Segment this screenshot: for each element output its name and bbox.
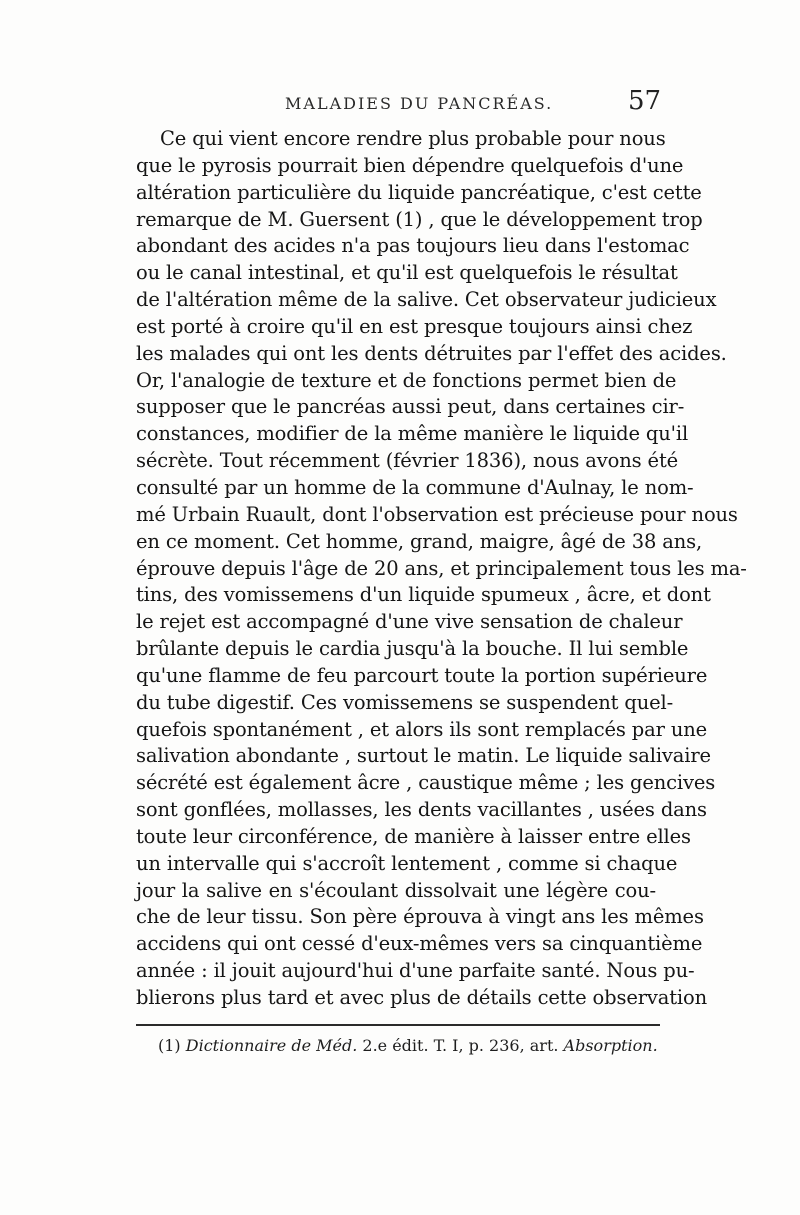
text-line: un intervalle qui s'accroît lentement , comme si chaque xyxy=(136,851,678,875)
footnote xyxy=(158,1036,658,1055)
text-line: est porté à croire qu'il en est presque toujours ainsi chez xyxy=(136,314,693,338)
text-line: sont gonflées, mollasses, les dents vacillantes , usées dans xyxy=(136,798,707,822)
text-line: supposer que le pancréas aussi peut, dans certaines cir- xyxy=(136,395,685,419)
text-line: Ce qui vient encore rendre plus probable pour nous xyxy=(160,127,666,150)
footnote-separator-rule xyxy=(136,1024,660,1026)
text-line: du tube digestif. Ces vomissemens se suspendent quel- xyxy=(136,690,674,714)
text-line: jour la salive en s'écoulant dissolvait une légère cou- xyxy=(136,878,656,902)
text-line: le rejet est accompagné d'une vive sensation de chaleur xyxy=(136,610,683,634)
text-line: année : il jouit aujourd'hui d'une parfaite santé. Nous pu- xyxy=(136,959,695,983)
footnote-marker: (1) xyxy=(158,1036,181,1055)
text-line: les malades qui ont les dents détruites par l'effet des acides. xyxy=(136,341,727,365)
text-line: éprouve depuis l'âge de 20 ans, et principalement tous les ma- xyxy=(136,556,747,580)
text-line: Or, l'analogie de texture et de fonctions permet bien de xyxy=(136,368,677,392)
text-line: de l'altération même de la salive. Cet observateur judicieux xyxy=(136,288,717,312)
text-line: accidens qui ont cessé d'eux-mêmes vers sa cinquantième xyxy=(136,932,703,956)
text-line: remarque de M. Guersent (1) , que le développement trop xyxy=(136,207,703,231)
footnote-article-title: Absorption. xyxy=(563,1036,658,1055)
text-line: abondant des acides n'a pas toujours lieu dans l'estomac xyxy=(136,234,690,258)
text-line: quefois spontanément , et alors ils sont remplacés par une xyxy=(136,717,708,741)
text-line: brûlante depuis le cardia jusqu'à la bouche. Il lui semble xyxy=(136,637,689,661)
body-text xyxy=(136,126,747,1012)
text-line: toute leur circonférence, de manière à laisser entre elles xyxy=(136,824,691,848)
text-line: tins, des vomissemens d'un liquide spumeux , âcre, et dont xyxy=(136,583,711,607)
text-line: mé Urbain Ruault, dont l'observation est précieuse pour nous xyxy=(136,502,738,526)
text-line: sécrète. Tout récemment (février 1836), nous avons été xyxy=(136,449,679,473)
text-line: constances, modifier de la même manière le liquide qu'il xyxy=(136,422,689,446)
text-line: sécrété est également âcre , caustique même ; les gencives xyxy=(136,771,716,795)
footnote-source-title: Dictionnaire de Méd. xyxy=(185,1036,358,1055)
text-line: qu'une flamme de feu parcourt toute la portion supérieure xyxy=(136,663,708,687)
text-line: ou le canal intestinal, et qu'il est quelquefois le résultat xyxy=(136,261,678,285)
text-line: salivation abondante , surtout le matin. Le liquide salivaire xyxy=(136,744,711,768)
text-line: consulté par un homme de la commune d'Aulnay, le nom- xyxy=(136,475,694,499)
text-line: che de leur tissu. Son père éprouva à vingt ans les mêmes xyxy=(136,905,704,929)
text-line: altération particulière du liquide pancréatique, c'est cette xyxy=(136,180,702,204)
footnote-edition: 2.e édit. T. I, p. 236, art. xyxy=(362,1036,559,1055)
text-line: blierons plus tard et avec plus de détails cette observation xyxy=(136,986,707,1009)
running-head: MALADIES DU PANCRÉAS. xyxy=(285,94,554,113)
text-line: en ce moment. Cet homme, grand, maigre, âgé de 38 ans, xyxy=(136,529,703,553)
page-number: 57 xyxy=(628,86,662,116)
text-line: que le pyrosis pourrait bien dépendre quelquefois d'une xyxy=(136,153,684,177)
